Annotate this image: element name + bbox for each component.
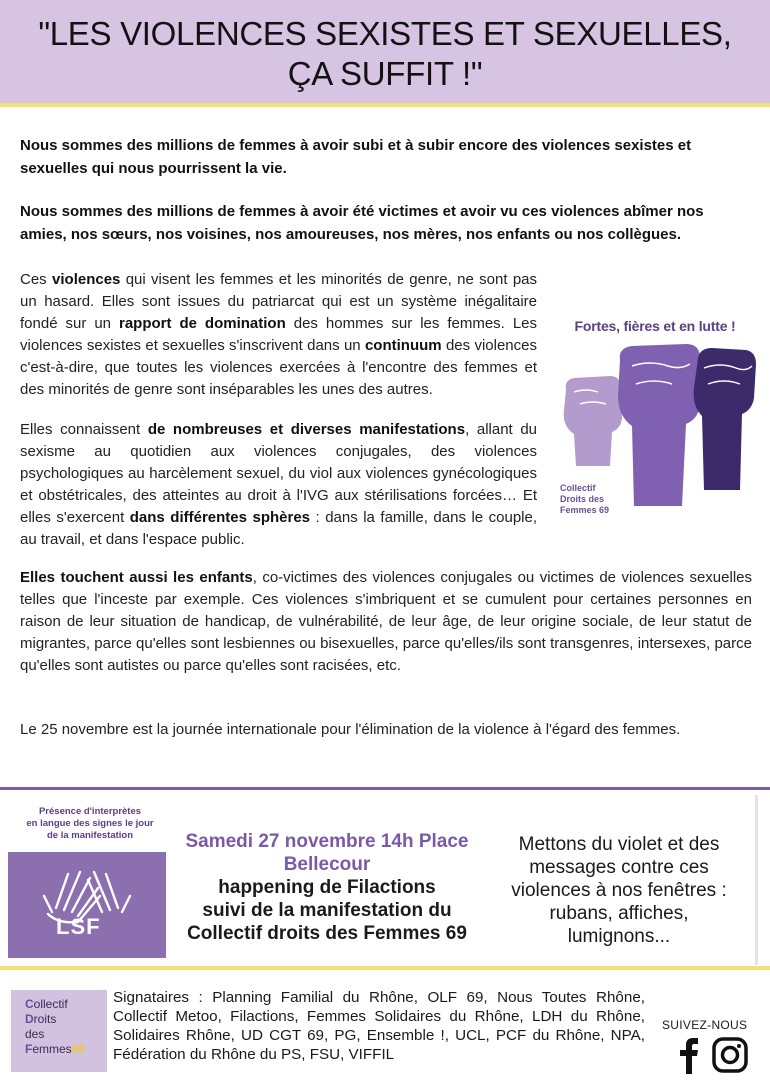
- event-suivi: suivi de la manifestation du: [202, 900, 452, 921]
- intro-paragraph-1: Nous sommes des millions de femmes à avoir subi et à subir encore des violences sexistes et sexuelles qui nous pourrissent la vie.: [20, 137, 692, 177]
- lsf-caption: Présence d'interprètes en langue des signes le jour de la manifestation: [26, 806, 154, 841]
- event-info: [172, 830, 482, 945]
- header-banner: [0, 0, 770, 103]
- fists-slogan: Fortes, fières et en lutte !: [574, 318, 736, 334]
- facebook-icon[interactable]: [680, 1038, 698, 1074]
- paragraph-25-novembre: Le 25 novembre est la journée internationale pour l'élimination de la violence à l'égard des femmes.: [20, 721, 681, 738]
- event-date: Samedi 27 novembre 14h Place: [185, 831, 469, 852]
- intro-paragraph-2: Nous sommes des millions de femmes à avoir été victimes et avoir vu ces violences abîmer nos amies, nos sœurs, nos voisines, nos amoureuses, nos mères, nos enfants ou nos collègues.: [20, 203, 704, 243]
- title-line-2: ÇA SUFFIT !": [287, 55, 483, 92]
- purple-divider-top: [0, 787, 770, 790]
- title-line-1: "LES VIOLENCES SEXISTES ET SEXUELLES,: [38, 15, 732, 52]
- social-icons: [672, 1036, 754, 1074]
- collectif-small-logo: Collectif Droits des Femmes 69: [560, 483, 610, 515]
- yellow-divider-bottom: [0, 966, 770, 970]
- page-title: [0, 14, 770, 94]
- windows-call: Mettons du violet et des messages contre ces violences à nos fenêtres : rubans, affiches, lumignons...: [511, 834, 727, 947]
- sign-language-hands-icon: [8, 852, 166, 958]
- lsf-label: LSF: [56, 914, 101, 939]
- collectif-droits-femmes-logo: Collectif Droits des Femmes69: [11, 990, 107, 1072]
- paragraph-manifestations: Elles connaissent de nombreuses et diverses manifestations, allant du sexisme au quotidien aux violences conjugales, des violences psychologiques au harcèlement sexuel, du viol aux violences gynécologiques et obstétricales, des atteintes au droit à l'IVG aux stérilisations forcées… Et elles s'exercent dans différentes sphères : dans la famille, dans le couple, au travail, et dans l'espace public.: [20, 421, 538, 548]
- follow-us-label: SUIVEZ-NOUS: [662, 1018, 748, 1032]
- vertical-printer-note: [752, 795, 762, 965]
- event-place: Bellecour: [283, 854, 371, 875]
- yellow-divider-top: [0, 103, 770, 107]
- lsf-logo: [8, 852, 166, 958]
- instagram-icon[interactable]: [714, 1039, 746, 1071]
- fists-illustration: [550, 318, 760, 523]
- signataires-list: Signataires : Planning Familial du Rhône, OLF 69, Nous Toutes Rhône, Collectif Metoo, Filactions, Femmes Solidaires du Rhône, LDH du Rhône, Solidaires Rhône, UD CGT 69, PG, Ensemble !, UCL, PCF du Rhône, NPA, Fédération du Rhône du PS, FSU, VIFFIL: [113, 989, 645, 1063]
- paragraph-violences: Ces violences qui visent les femmes et les minorités de genre, ne sont pas un hasard. Elles sont issues du patriarcat qui est un système inégalitaire fondé sur un rapport de domination des hommes sur les femmes. Les violences sexistes et sexuelles s'inscrivent dans un continuum des violences c'est-à-dire, que toutes les violences exercées à l'encontre des femmes et des minorités de genre sont inséparables les unes des autres.: [20, 271, 538, 398]
- event-happening: happening de Filactions: [218, 877, 436, 898]
- paragraph-enfants: Elles touchent aussi les enfants, co-victimes des violences conjugales ou victimes de violences sexuelles telles que l'inceste par exemple. Ces violences s'imbriquent et se cumulent pour certaines personnes en raison de leur situation de handicap, de vulnérabilité, de leur âge, de leur origine sociale, de leur statut de migrantes, parce qu'elles sont lesbiennes ou bisexuelles, parce qu'elles/ils sont transgenres, intersexes, parce qu'elles sont autistes ou parce qu'elles sont racisées, etc.: [20, 569, 752, 674]
- event-collectif: Collectif droits des Femmes 69: [187, 923, 467, 944]
